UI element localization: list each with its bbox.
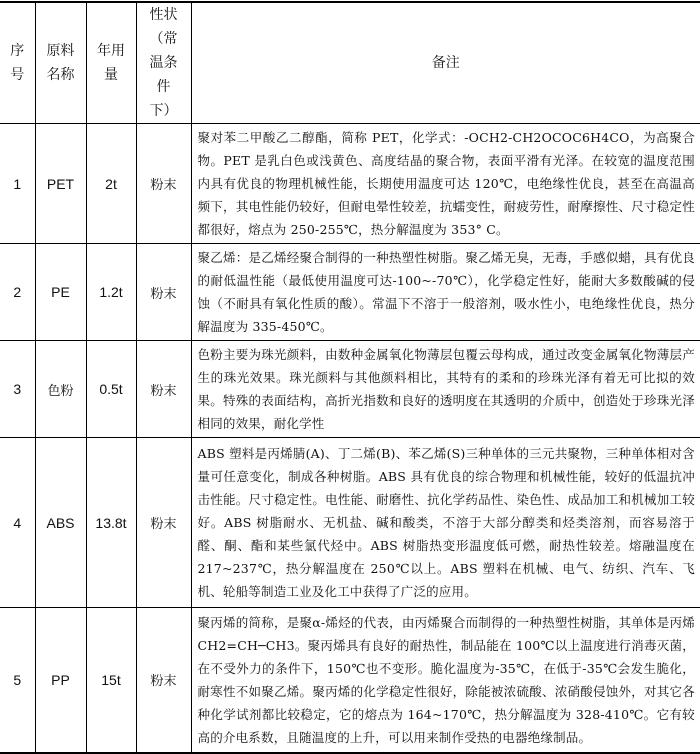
row-name: PE [35, 244, 86, 341]
row-state: 粉末 [136, 341, 191, 438]
row-no: 4 [0, 438, 35, 608]
row-note: ABS 塑料是丙烯腈(A)、丁二烯(B)、苯乙烯(S)三种单体的三元共聚物，三种单体相对含量可任意变化，制成各种树脂。ABS 具有优良的综合物理和机械性能，较好的低温抗冲击性能。尺寸稳定性。电性能、耐磨性、抗化学药品性、染色性、成品加工和机械加工较好。ABS 树脂耐水、无机盐、碱和酸类，不溶于大部分醇类和烃类溶剂，而容易溶于醛、酮、酯和某些氯代烃中。ABS 树脂热变形温度低可燃，耐热性较差。熔融温度在 217~237℃，热分解温度在 250℃以上。ABS 塑料在机械、电气、纺织、汽车、飞机、轮船等制造工业及化工中获得了广泛的应用。 [191, 438, 700, 608]
header-row [0, 2, 700, 124]
row-state: 粉末 [136, 124, 191, 244]
header-state: 性状（常温条件下） [136, 2, 191, 124]
row-no: 5 [0, 608, 35, 753]
row-name: ABS [35, 438, 86, 608]
table-row [0, 124, 700, 244]
row-name: PET [35, 124, 86, 244]
table-row [0, 438, 700, 608]
row-name: PP [35, 608, 86, 753]
row-amount: 15t [86, 608, 136, 753]
row-note: 聚丙烯的简称，是聚α-烯烃的代表，由丙烯聚合而制得的一种热塑性树脂，其单体是丙烯 CH2=CH─CH3。聚丙烯具有良好的耐热性，制品能在 100℃以上温度进行消毒灭菌，在不受外力的条件下，150℃也不变形。脆化温度为-35℃，在低于-35℃会发生脆化，耐寒性不如聚乙烯。聚丙烯的化学稳定性很好，除能被浓硫酸、浓硝酸侵蚀外，对其它各 种化学试剂都比较稳定，它的熔点为 164~170℃，热分解温度为 328-410℃。它有较高的介电系数，且随温度的上升，可以用来制作受热的电器绝缘制品。 [191, 608, 700, 753]
row-note: 聚乙烯：是乙烯经聚合制得的一种热塑性树脂。聚乙烯无臭，无毒，手感似蜡，具有优良的耐低温性能（最低使用温度可达-100~-70℃），化学稳定性好，能耐大多数酸碱的侵蚀（不耐具有氧化性质的酸）。常温下不溶于一般溶剂，吸水性小，电绝缘性优良，热分解温度为 335-450℃。 [191, 244, 700, 341]
row-amount: 13.8t [86, 438, 136, 608]
row-note: 色粉主要为珠光颜料，由数种金属氧化物薄层包覆云母构成，通过改变金属氧化物薄层产生的珠光效果。珠光颜料与其他颜料相比，其特有的柔和的珍珠光泽有着无可比拟的效果。特殊的表面结构，高折光指数和良好的透明度在其透明的介质中，创造处于珍珠光泽相同的效果，耐化学性 [191, 341, 700, 438]
materials-table [0, 1, 700, 754]
row-name: 色粉 [35, 341, 86, 438]
row-amount: 0.5t [86, 341, 136, 438]
header-amount: 年用量 [86, 2, 136, 124]
row-amount: 1.2t [86, 244, 136, 341]
header-name: 原料名称 [35, 2, 86, 124]
row-note: 聚对苯二甲酸乙二醇酯，简称 PET，化学式：-OCH2-CH2OCOC6H4CO，为高聚合物。PET 是乳白色或浅黄色、高度结晶的聚合物，表面平滑有光泽。在较宽的温度范围内具有优良的物理机械性能，长期使用温度可达 120℃，电绝缘性优良，甚至在高温高频下，其电性能仍较好，但耐电晕性较差，抗蠕变性，耐疲劳性，耐摩擦性、尺寸稳定性都很好，熔点为 250-255℃，热分解温度为 353° C。 [191, 124, 700, 244]
table-row [0, 608, 700, 753]
table-row [0, 341, 700, 438]
row-no: 1 [0, 124, 35, 244]
header-no: 序号 [0, 2, 35, 124]
row-state: 粉末 [136, 438, 191, 608]
row-no: 2 [0, 244, 35, 341]
row-state: 粉末 [136, 244, 191, 341]
row-state: 粉末 [136, 608, 191, 753]
row-no: 3 [0, 341, 35, 438]
row-amount: 2t [86, 124, 136, 244]
header-note: 备注 [191, 2, 700, 124]
table-row [0, 244, 700, 341]
